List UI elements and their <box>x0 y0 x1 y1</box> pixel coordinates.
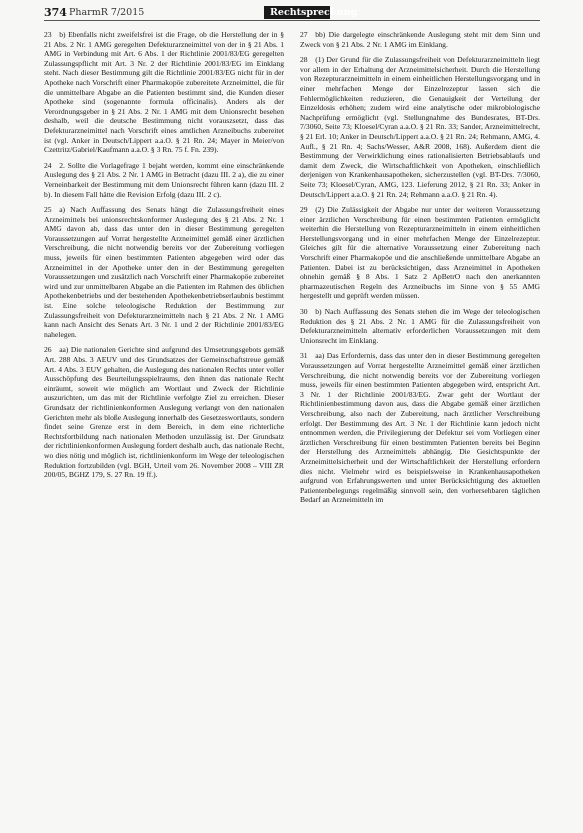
right-column <box>300 30 540 825</box>
paragraph <box>300 351 540 505</box>
journal-citation: PharmR 7/2015 <box>69 7 145 18</box>
paragraph <box>44 161 284 199</box>
paragraph-number: 27 <box>300 30 308 39</box>
paragraph-text: aa) Das Erfordernis, dass das unter den in dieser Bestimmung geregelten Voraussetzungen auf Vorrat hergestellte Arzneimittel gemäß einer ärztlichen Verschreibung, die nicht notwendig bereits vor der Zubereitung vorliegen muss, jeweils für einen bestimmten Patienten abgegeben wird, entspricht Art. 3 Nr. 1 der Richtlinie 2001/83/EG. Zwar geht der Wortlaut der Richtlinienbestimmung davon aus, dass die Abgabe gemäß einer ärztlichen Verschreibung, also nach der Zubereitung, nach ärztlicher Verschreibung erfolgt. Der Bestimmung des Art. 3 Nr. 1 der Richtlinie kann jedoch nicht entnommen werden, die Privilegierung der Defektur sei vom Vorliegen einer ärztlichen Verschreibung für einen bestimmten Patienten bereits bei Beginn der Herstellung des Arzneimittels abhängig. Die Gesichtspunkte der Arzneimittelsicherheit und der Wirtschaftlichkeit der Herstellung erfordern dies nicht. Vielmehr wird es beispielsweise in Krankenhausapotheken aufgrund von Erfahrungswerten und unter Berücksichtigung des aktuellen Patientenbelegungs regelmäßig sinnvoll sein, den vorhersehbaren täglichen Bedarf an Arzneimitteln im <box>300 351 540 505</box>
paragraph <box>44 205 284 339</box>
header-rule <box>44 20 540 21</box>
paragraph-number: 30 <box>300 307 308 317</box>
paragraph <box>300 205 540 301</box>
paragraph-text: b) Nach Auffassung des Senats stehen die im Wege der teleologischen Reduktion des § 21 Abs. 2 Nr. 1 AMG für die Zulassungsfreiheit von Defekturarzneimitteln alternativ erforderlichen Voraussetzungen mit dem Unionsrecht im Einklang. <box>300 307 540 345</box>
paragraph-text: (2) Die Zulässigkeit der Abgabe nur unter der weiteren Voraussetzung einer ärztlichen Verschreibung für einen bestimmten Patienten ermöglicht weiterhin die Herstellung von Rezepturarzneimitteln in einem einheitlichen Herstellungsvorgang und in einer mehrfachen Menge der Einzelrezeptur. Gleiches gilt für die alternative Voraussetzung einer Zubereitung nach Vorschrift einer Pharmakopöe und die anschließende unmittelbare Abgabe an Patienten. Dabei ist zu berücksichtigen, dass Arzneimittel in Apotheken ohnehin gemäß § 8 Abs. 1 Satz 2 ApBetrO nach den anerkannten pharmazeutischen Regeln des Arzneibuchs im Sinne von § 55 AMG hergestellt und geprüft werden müssen. <box>300 205 540 301</box>
paragraph-text: bb) Die dargelegte einschränkende Auslegung steht mit dem Sinn und Zweck von § 21 Abs. 2 Nr. 1 AMG im Einklang. <box>300 30 540 49</box>
paragraph <box>300 307 540 345</box>
paragraph-number: 29 <box>300 205 308 215</box>
paragraph <box>300 55 540 199</box>
section-label: Rechtsprechung <box>264 6 330 19</box>
paragraph-text: 2. Sollte die Vorlagefrage 1 bejaht werden, kommt eine einschränkende Auslegung des § 21 Abs. 2 Nr. 1 AMG in Betracht (dazu III. 2 a), die zu einer Verneinbarkeit der Bestimmung mit dem Unionsrecht führen kann (dazu III. 2 b). In diesem Fall hätte die Revision Erfolg (dazu III. 2 c). <box>44 160 284 199</box>
paragraph-number: 25 <box>44 205 52 215</box>
paragraph-text: (1) Der Grund für die Zulassungsfreiheit von Defekturarzneimitteln liegt vor allem in der Erhaltung der Arzneimittelsicherheit. Durch die Herstellung von Rezepturarzneimitteln in einem einheitlichen Herstellungsvorgang und in einer mehrfachen Menge der Einzelrezeptur lassen sich die Fehlermöglichkeiten reduzieren, die Genauigkeit der Verteilung der Einzeldosis erhöhen; zudem wird eine analytische oder mikrobiologische Nachprüfung ermöglicht (vgl. Stellungnahme des Bundesrates, BT-Drs. 7/3060, Seite 73; Kloesel/Cyran a.a.O. § 21 Rn. 33; Sander, Arzneimittelrecht, § 21 Erl. 10; Anker in Deutsch/Lippert a.a.O. § 21 Rn. 24; Rehmann, AMG, 4. Aufl., § 21 Rn. 4; Sachs/Wesser, A&R 2008, 168). Außerdem dient die Bestimmung der Verwirklichung eines rationalisierten Betriebsablaufs und damit dem Zweck, die Wirtschaftlichkeit von Apotheken, einschließlich derjenigen von Krankenhausapotheken, sicherzustellen (vgl. BT-Drs. 7/3060, Seite 73; Kloesel/Cyran, AMG, 123. Lieferung 2012, § 21 Rn. 33; Anker in Deutsch/Lippert a.a.O. § 21 Rn. 24; Rehmann a.a.O. § 21 Rn. 4). <box>300 55 540 199</box>
left-column <box>44 30 284 825</box>
paragraph <box>44 345 284 479</box>
paragraph-number: 23 <box>44 30 52 39</box>
paragraph-number: 31 <box>300 351 308 361</box>
paragraph-number: 26 <box>44 345 52 355</box>
paragraph <box>44 30 284 155</box>
paragraph <box>300 30 540 49</box>
paragraph-text: aa) Die nationalen Gerichte sind aufgrund des Umsetzungsgebots gemäß Art. 288 Abs. 3 AEUV und des Grundsatzes der Gemeinschaftstreue gemäß Art. 4 Abs. 3 EUV gehalten, die Auslegung des nationalen Rechts unter voller Ausschöpfung des Beurteilungsspielraums, den ihnen das nationale Recht einräumt, soweit wie möglich am Wortlaut und Zweck der Richtlinie auszurichten, um das mit der Richtlinie verfolgte Ziel zu erreichen. Dieser Grundsatz der richtlinienkonformen Auslegung verlangt von den nationalen Gerichten mehr als bloße Auslegung innerhalb des Gesetzeswortlauts, sondern findet seine Grenze erst in dem Bereich, in dem eine richterliche Rechtsfortbildung nach nationalen Methoden unzulässig ist. Der Grundsatz der richtlinienkonformen Auslegung fordert deshalb auch, das nationale Recht, wo dies nötig und möglich ist, richtlinienkonform im Wege der teleologischen Reduktion fortzubilden (vgl. BGH, Urteil vom 26. November 2008 – VIII ZR 200/05, BGHZ 179, S. 27 Rn. 19 ff.). <box>44 345 284 480</box>
paragraph-number: 28 <box>300 55 308 65</box>
paragraph-text: b) Ebenfalls nicht zweifelsfrei ist die Frage, ob die Herstellung der in § 21 Abs. 2 Nr. 1 AMG geregelten Defekturarzneimittel von der in § 21 Abs. 1 AMG in Verbindung mit Art. 6 Abs. 1 der Richtlinie 2001/83/EG geregelten Zulassungspflicht mit Art. 3 Nr. 2 der Richtlinie 2001/83/EG im Einklang steht. Nach dieser Bestimmung gilt die Richtlinie 2001/83/EG nicht für in der Apotheke nach Vorschrift einer Pharmakopöe zubereitete Arzneimittel, die für die unmittelbare Abgabe an die Patienten bestimmt sind, die Kunden dieser Apotheke sind (sogenannte formula officinalis). Anders als der Verordnungsgeber in § 21 Abs. 2 Nr. 1 AMG mit dem Unionsrecht besehen deshalb, weil die deutsche Bestimmung nicht vorauszsetzt, dass das Defekturarzneimittel nach Vorschrift eines amtlichen Arzneibuchs zubereitet ist (vgl. Anker in Deutsch/Lippert a.a.O. § 21 Rn. 24; Mayer in Meier/von Czettritz/Gabriel/Kaufmann a.a.O. § 3 Rn. 75 f. Fn. 239). <box>44 30 284 155</box>
page-number: 374 <box>44 6 67 19</box>
paragraph-number: 24 <box>44 160 52 170</box>
paragraph-text: a) Nach Auffassung des Senats hängt die Zulassungsfreiheit eines Arzneimittels bei unionsrechtskonformer Auslegung des § 21 Abs. 2 Nr. 1 AMG davon ab, dass das unter den in dieser Bestimmung geregelten Voraussetzungen auf Vorrat hergestellte Arzneimittel gemäß einer ärztlichen Verschreibung, die nicht notwendig bereits vor der Zubereitung vorliegen muss, jeweils für einen bestimmten Patienten abgegeben wird oder das Arzneimittel in der Apotheke unter den in der Bestimmung geregelten Voraussetzungen und zusätzlich nach Vorschrift einer Pharmakopöe zubereitet wird und zur unmittelbaren Abgabe an die Patienten im Rahmen des üblichen Apothekenbetriebs und der bestehenden Apothekenbetriebserlaubnis bestimmt ist. Eine solche teleologische Reduktion der Bestimmung zur Zulassungsfreiheit von Defekturarzneimitteln nach § 21 Abs. 2 Nr. 1 AMG kann nach Ansicht des Senats Art. 3 Nr. 1 und 2 der Richtlinie 2001/83/EG nahelegen. <box>44 205 284 339</box>
